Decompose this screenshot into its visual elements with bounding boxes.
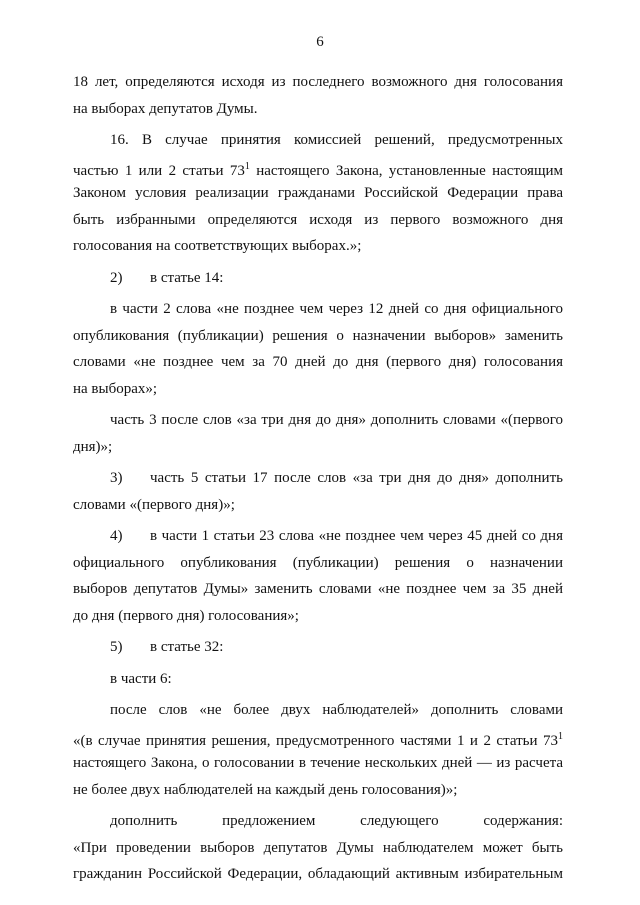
text-line: в части 2 слова «не позднее чем через 12 дней со дня официального	[110, 301, 563, 317]
document-body	[73, 69, 563, 888]
item-number: 4)	[110, 528, 123, 544]
text-line: голосования на соответствующих выборах.»;	[73, 238, 362, 254]
text-line: после слов «не более двух наблюдателей» дополнить словами	[110, 702, 563, 718]
text-span: часть 5 статьи 17 после слов «за три дня до дня» дополнить	[150, 470, 563, 486]
text-line: дня)»;	[73, 438, 113, 455]
text-line: словами «(первого дня)»;	[73, 496, 235, 513]
text-span: настоящего Закона, установленные настоящим	[249, 162, 563, 179]
list-item	[73, 265, 563, 292]
text-span: в статье 32:	[150, 639, 224, 655]
text-line: 16. В случае принятия комиссией решений, предусмотренных	[110, 132, 563, 148]
text-line: до дня (первого дня) голосования»;	[73, 607, 299, 624]
item-number: 2)	[110, 269, 123, 286]
text-line	[73, 154, 563, 181]
list-item	[73, 523, 563, 550]
text-line: словами «не позднее чем за 70 дней до дня (первого дня) голосования	[73, 354, 563, 370]
text-line: часть 3 после слов «за три дня до дня» дополнить словами «(первого	[110, 412, 563, 428]
item-number: 3)	[110, 470, 123, 486]
text-line: дополнить предложением следующего содержания:	[110, 813, 563, 829]
text-line: Законом условия реализации гражданами Российской Федерации права	[73, 185, 563, 201]
text-line	[73, 724, 563, 751]
superscript: 1	[244, 160, 250, 172]
superscript: 1	[558, 730, 563, 742]
text-span: частью 1 или 2 статьи 73	[73, 162, 245, 179]
list-item	[73, 465, 563, 492]
text-span: «(в случае принятия решения, предусмотренного частями 1 и 2 статьи 73	[73, 732, 558, 749]
list-item	[73, 634, 563, 661]
text-span: в части 1 статьи 23 слова «не позднее чем через 45 дней со дня	[150, 528, 563, 544]
text-line: 18 лет, определяются исходя из последнего возможного дня голосования	[73, 74, 563, 90]
text-line: на выборах депутатов Думы.	[73, 100, 258, 117]
text-span: в статье 14:	[150, 269, 224, 286]
text-line: настоящего Закона, о голосовании в течение нескольких дней — из расчета	[73, 755, 563, 771]
page-number: 6	[316, 34, 324, 50]
text-line: «При проведении выборов депутатов Думы наблюдателем может быть	[73, 839, 563, 856]
text-line: опубликования (публикации) решения о назначении выборов» заменить	[73, 327, 563, 344]
item-number: 5)	[110, 639, 123, 655]
text-line: на выборах»;	[73, 380, 158, 397]
text-line: выборов депутатов Думы» заменить словами «не позднее чем за 35 дней	[73, 581, 563, 597]
text-line: быть избранными определяются исходя из первого возможного дня	[73, 211, 563, 228]
text-line: в части 6:	[110, 670, 172, 687]
text-line: официального опубликования (публикации) решения о назначении	[73, 554, 563, 571]
text-line: не более двух наблюдателей на каждый день голосования)»;	[73, 781, 458, 798]
text-line: гражданин Российской Федерации, обладающий активным избирательным	[73, 866, 563, 882]
